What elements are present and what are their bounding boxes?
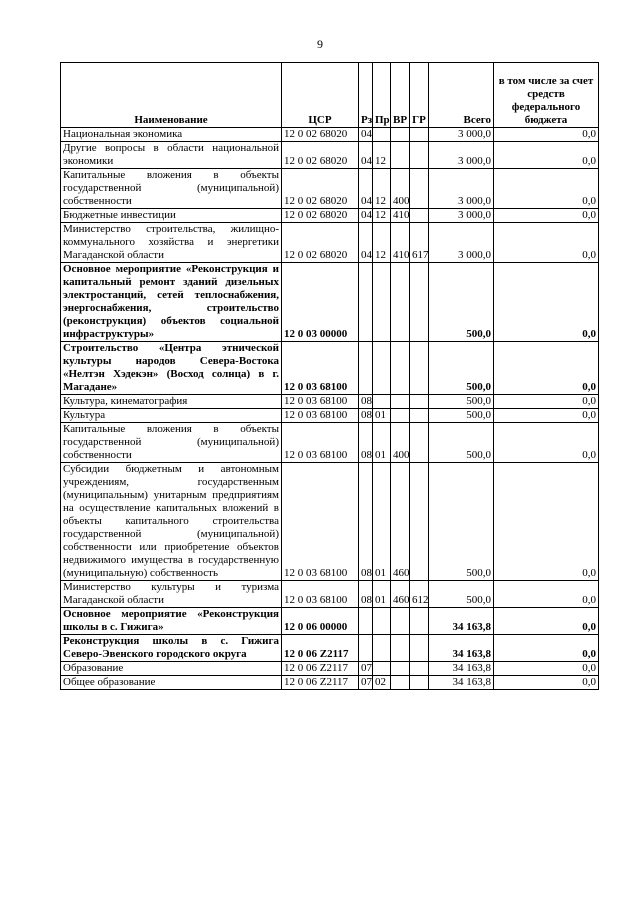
- row-rz: 04: [359, 209, 373, 223]
- row-csr: 12 0 06 Z2117: [282, 662, 359, 676]
- row-vr: [391, 635, 410, 662]
- row-gr: [410, 342, 429, 395]
- row-total: 3 000,0: [429, 142, 494, 169]
- row-gr: 617: [410, 223, 429, 263]
- row-total: 500,0: [429, 409, 494, 423]
- header-total: Всего: [429, 63, 494, 128]
- row-federal: 0,0: [494, 223, 599, 263]
- row-federal: 0,0: [494, 209, 599, 223]
- row-federal: 0,0: [494, 128, 599, 142]
- row-total: 3 000,0: [429, 209, 494, 223]
- row-total: 500,0: [429, 581, 494, 608]
- row-rz: [359, 608, 373, 635]
- row-federal: 0,0: [494, 608, 599, 635]
- row-vr: [391, 608, 410, 635]
- row-pr: 12: [373, 209, 391, 223]
- row-rz: 04: [359, 223, 373, 263]
- row-total: 34 163,8: [429, 662, 494, 676]
- row-gr: [410, 169, 429, 209]
- row-total: 500,0: [429, 423, 494, 463]
- row-total: 500,0: [429, 263, 494, 342]
- row-name: Реконструкция школы в с. Гижига Северо-Эвенского городского округа: [61, 635, 282, 662]
- row-pr: 01: [373, 463, 391, 581]
- row-pr: [373, 128, 391, 142]
- table-row: [61, 395, 599, 409]
- row-name: Субсидии бюджетным и автономным учреждениям, государственным (муниципальным) унитарным предприятиям на осуществление капитальных вложений в объекты капитального строительства государственной (муниципальной) собственности или приобретение объектов недвижимого имущества в государственную (муниципальную) собственность: [61, 463, 282, 581]
- row-pr: 12: [373, 169, 391, 209]
- row-name: Культура: [61, 409, 282, 423]
- table-row: [61, 128, 599, 142]
- table-row: [61, 169, 599, 209]
- row-pr: 01: [373, 581, 391, 608]
- row-federal: 0,0: [494, 142, 599, 169]
- row-gr: [410, 409, 429, 423]
- row-name: Культура, кинематография: [61, 395, 282, 409]
- row-pr: 02: [373, 676, 391, 690]
- row-name: Бюджетные инвестиции: [61, 209, 282, 223]
- row-csr: 12 0 03 68100: [282, 581, 359, 608]
- page-number: 9: [317, 37, 323, 51]
- row-name: Капитальные вложения в объекты государственной (муниципальной) собственности: [61, 423, 282, 463]
- row-pr: [373, 395, 391, 409]
- row-federal: 0,0: [494, 635, 599, 662]
- row-rz: 08: [359, 581, 373, 608]
- row-pr: [373, 635, 391, 662]
- row-vr: [391, 676, 410, 690]
- row-total: 3 000,0: [429, 169, 494, 209]
- row-csr: 12 0 06 00000: [282, 608, 359, 635]
- row-federal: 0,0: [494, 169, 599, 209]
- table-header-row: [61, 63, 599, 128]
- row-vr: [391, 662, 410, 676]
- row-gr: [410, 463, 429, 581]
- row-federal: 0,0: [494, 263, 599, 342]
- header-name: Наименование: [61, 63, 282, 128]
- header-federal: в том числе за счет средств федерального бюджета: [494, 63, 599, 128]
- row-name: Капитальные вложения в объекты государственной (муниципальной) собственности: [61, 169, 282, 209]
- row-rz: 04: [359, 142, 373, 169]
- table-row: [61, 409, 599, 423]
- row-pr: [373, 342, 391, 395]
- table-row: [61, 662, 599, 676]
- row-total: 500,0: [429, 463, 494, 581]
- row-rz: 08: [359, 409, 373, 423]
- row-rz: [359, 635, 373, 662]
- row-gr: [410, 142, 429, 169]
- row-total: 34 163,8: [429, 676, 494, 690]
- row-vr: [391, 142, 410, 169]
- row-federal: 0,0: [494, 581, 599, 608]
- row-total: 34 163,8: [429, 635, 494, 662]
- row-vr: 410: [391, 223, 410, 263]
- row-federal: 0,0: [494, 342, 599, 395]
- table-row: [61, 635, 599, 662]
- row-csr: 12 0 02 68020: [282, 142, 359, 169]
- row-name: Другие вопросы в области национальной экономики: [61, 142, 282, 169]
- row-pr: 01: [373, 409, 391, 423]
- row-vr: [391, 263, 410, 342]
- row-gr: [410, 676, 429, 690]
- row-federal: 0,0: [494, 463, 599, 581]
- row-rz: 04: [359, 169, 373, 209]
- row-vr: 400: [391, 423, 410, 463]
- row-total: 500,0: [429, 395, 494, 409]
- row-name: Министерство культуры и туризма Магаданской области: [61, 581, 282, 608]
- row-vr: 460: [391, 581, 410, 608]
- row-csr: 12 0 03 68100: [282, 342, 359, 395]
- budget-table: [60, 62, 599, 690]
- row-gr: [410, 395, 429, 409]
- row-vr: [391, 342, 410, 395]
- table-row: [61, 263, 599, 342]
- row-csr: 12 0 02 68020: [282, 128, 359, 142]
- row-name: Основное мероприятие «Реконструкция и капитальный ремонт зданий дизельных электростанций, сетей теплоснабжения, энергоснабжения, строительство (реконструкция) объектов социальной инфраструктуры»: [61, 263, 282, 342]
- row-csr: 12 0 03 68100: [282, 409, 359, 423]
- row-vr: 410: [391, 209, 410, 223]
- row-pr: [373, 608, 391, 635]
- table-row: [61, 209, 599, 223]
- row-pr: 12: [373, 142, 391, 169]
- row-federal: 0,0: [494, 676, 599, 690]
- row-gr: 612: [410, 581, 429, 608]
- row-csr: 12 0 03 68100: [282, 463, 359, 581]
- row-csr: 12 0 06 Z2117: [282, 635, 359, 662]
- header-vr: ВР: [391, 63, 410, 128]
- row-gr: [410, 662, 429, 676]
- row-vr: [391, 128, 410, 142]
- row-csr: 12 0 03 00000: [282, 263, 359, 342]
- row-name: Общее образование: [61, 676, 282, 690]
- row-csr: 12 0 06 Z2117: [282, 676, 359, 690]
- row-total: 34 163,8: [429, 608, 494, 635]
- row-pr: 01: [373, 423, 391, 463]
- row-rz: [359, 263, 373, 342]
- row-vr: 460: [391, 463, 410, 581]
- row-rz: 07: [359, 676, 373, 690]
- row-csr: 12 0 03 68100: [282, 395, 359, 409]
- row-rz: 07: [359, 662, 373, 676]
- row-name: Национальная экономика: [61, 128, 282, 142]
- row-csr: 12 0 02 68020: [282, 169, 359, 209]
- table-row: [61, 676, 599, 690]
- row-federal: 0,0: [494, 662, 599, 676]
- header-rz: Рз: [359, 63, 373, 128]
- row-csr: 12 0 03 68100: [282, 423, 359, 463]
- row-gr: [410, 635, 429, 662]
- row-rz: 08: [359, 423, 373, 463]
- row-csr: 12 0 02 68020: [282, 223, 359, 263]
- row-gr: [410, 608, 429, 635]
- row-rz: 08: [359, 395, 373, 409]
- row-federal: 0,0: [494, 409, 599, 423]
- header-pr: Пр: [373, 63, 391, 128]
- table-row: [61, 581, 599, 608]
- row-gr: [410, 128, 429, 142]
- row-rz: 08: [359, 463, 373, 581]
- row-rz: 04: [359, 128, 373, 142]
- row-total: 3 000,0: [429, 128, 494, 142]
- row-pr: [373, 263, 391, 342]
- row-vr: [391, 409, 410, 423]
- row-vr: [391, 395, 410, 409]
- table-row: [61, 342, 599, 395]
- table-row: [61, 423, 599, 463]
- row-vr: 400: [391, 169, 410, 209]
- row-rz: [359, 342, 373, 395]
- row-gr: [410, 209, 429, 223]
- row-gr: [410, 423, 429, 463]
- row-federal: 0,0: [494, 395, 599, 409]
- row-name: Образование: [61, 662, 282, 676]
- header-gr: ГР: [410, 63, 429, 128]
- row-name: Министерство строительства, жилищно-коммунального хозяйства и энергетики Магаданской области: [61, 223, 282, 263]
- row-gr: [410, 263, 429, 342]
- row-total: 3 000,0: [429, 223, 494, 263]
- row-name: Строительство «Центра этнической культуры народов Севера-Востока «Нелтэн Хэдекэн» (Восход солнца) в г. Магадане»: [61, 342, 282, 395]
- table-row: [61, 463, 599, 581]
- header-csr: ЦСР: [282, 63, 359, 128]
- row-pr: 12: [373, 223, 391, 263]
- table-row: [61, 608, 599, 635]
- row-pr: [373, 662, 391, 676]
- row-name: Основное мероприятие «Реконструкция школы в с. Гижига»: [61, 608, 282, 635]
- table-row: [61, 223, 599, 263]
- table-row: [61, 142, 599, 169]
- row-csr: 12 0 02 68020: [282, 209, 359, 223]
- row-federal: 0,0: [494, 423, 599, 463]
- row-total: 500,0: [429, 342, 494, 395]
